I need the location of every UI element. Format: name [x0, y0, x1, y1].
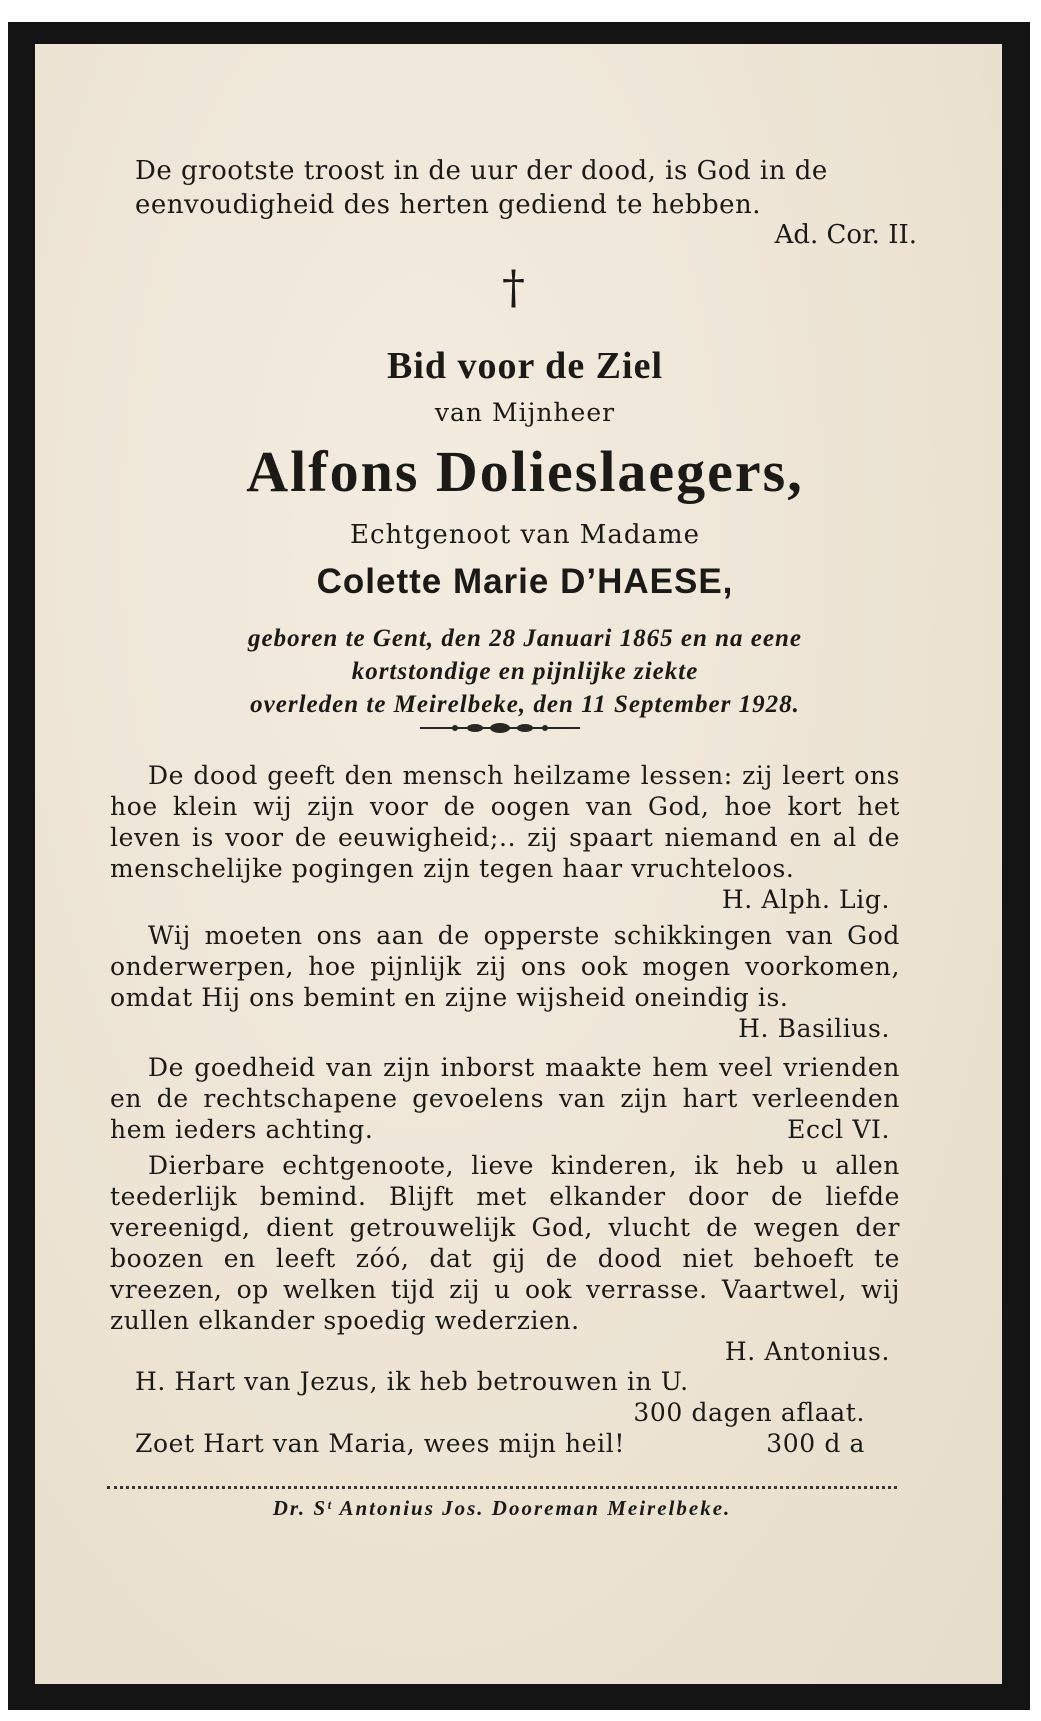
invocation-1: H. Hart van Jezus, ik heb betrouwen in U. — [135, 1367, 689, 1396]
spouse-name: Colette Marie D’HAESE, — [316, 562, 734, 601]
paragraph-4-text: Dierbare echtgenoote, lieve kinderen, ik heb u allen teederlijk bemind. Blijft met elkander door de liefde vereenigd, dient getrouwelijk God, vlucht de wegen der boozen en leeft zóó, dat gij de dood niet behoeft te vreezen, op welken tijd zij u ook verrasse. Vaartwel, wij zullen elkander spoedig wederzien. — [110, 1151, 900, 1335]
motto-quote: De grootste troost in de uur der dood, is God in de eenvoudigheid des herten gediend te hebben. — [135, 156, 828, 220]
ornament-divider-icon — [420, 720, 580, 736]
paragraph-3-source: Eccl VI. — [787, 1115, 890, 1144]
paragraph-2-text: Wij moeten ons aan de opperste schikkingen van God onderwerpen, hoe pijnlijk zij ons ook mogen voorkomen, omdat Hij ons bemint en zijne wijsheid oneindig is. — [110, 921, 900, 1012]
bio-line-3: overleden te Meirelbeke, den 11 September 1928. — [250, 691, 800, 718]
paragraph-1 — [110, 760, 900, 915]
motto-source: Ad. Cor. II. — [774, 220, 917, 250]
paragraph-4-source: H. Antonius. — [724, 1337, 890, 1366]
paragraph-2 — [110, 920, 900, 1044]
paragraph-3 — [110, 1052, 900, 1145]
mourning-card-border — [8, 22, 1030, 1710]
biography — [95, 622, 955, 721]
invocations — [135, 1366, 875, 1459]
paragraph-3-text: De goedheid van zijn inborst maakte hem veel vrienden en de rechtschapene gevoelens van zijn hart verleenden hem ieders achting. — [110, 1053, 900, 1144]
prayer-heading: Bid voor de Ziel — [386, 345, 664, 387]
bio-line-1: geboren te Gent, den 28 Januari 1865 en na eene — [248, 625, 802, 652]
paragraph-2-source: H. Basilius. — [738, 1014, 890, 1043]
dotted-divider — [107, 1486, 897, 1489]
printer-imprint: Dr. Sᵗ Antonius Jos. Dooreman Meirelbeke. — [272, 1496, 732, 1520]
bio-line-2: kortstondige en pijnlijke ziekte — [351, 658, 699, 685]
invocation-2: Zoet Hart van Maria, wees mijn heil! — [135, 1429, 625, 1458]
paragraph-4 — [110, 1150, 900, 1367]
memorial-card — [35, 44, 1002, 1684]
paragraph-1-text: De dood geeft den mensch heilzame lessen: zij leert ons hoe klein wij zijn voor de oogen van God, hoe kort het leven is voor de eeuwigheid;.. zij spaart niemand en al de menschelijke pogingen zijn tegen haar vruchteloos. — [110, 761, 900, 883]
invocation-2-indulgence: 300 d a — [766, 1429, 865, 1458]
deceased-name: Alfons Dolieslaegers, — [246, 439, 804, 504]
invocation-1-indulgence: 300 dagen aflaat. — [633, 1398, 865, 1427]
cross-icon: † — [502, 260, 525, 314]
spouse-intro: Echtgenoot van Madame — [349, 520, 701, 550]
paragraph-1-source: H. Alph. Lig. — [721, 885, 890, 914]
title-line: van Mijnheer — [434, 398, 616, 427]
